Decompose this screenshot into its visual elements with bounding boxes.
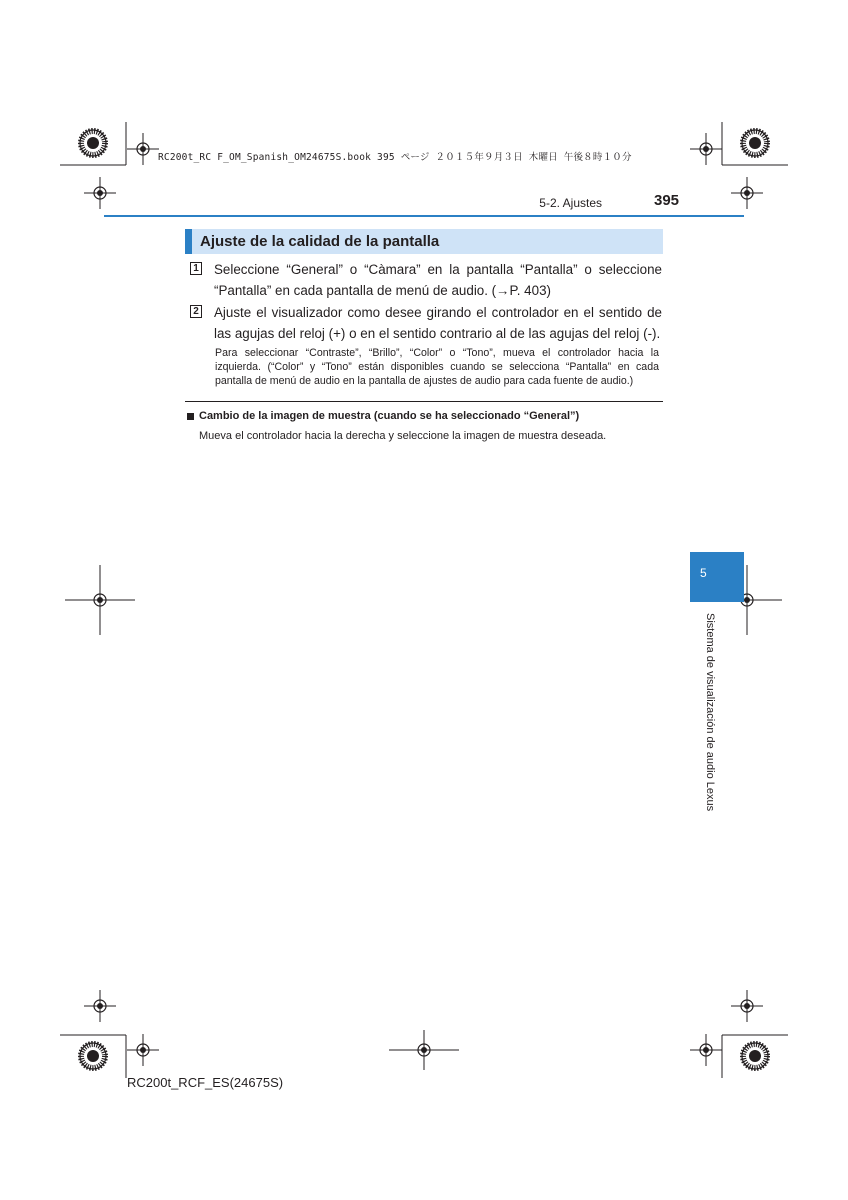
section-title-bar: [185, 229, 663, 254]
chapter-caption: Sistema de visualización de audio Lexus: [704, 613, 716, 812]
step-2: [190, 302, 662, 344]
print-info-line: RC200t_RC F_OM_Spanish_OM24675S.book 395 ページ ２０１５年９月３日 木曜日 午後８時１０分: [158, 152, 632, 163]
subsection-heading: [187, 410, 579, 422]
step-text-2: Ajuste el visualizador como desee girando el controlador en el sentido de las agujas del reloj (+) o en el sentido contrario al de las agujas del reloj (-).: [214, 305, 662, 341]
section-title: Ajuste de la calidad de la pantalla: [200, 233, 440, 250]
footer-code: RC200t_RCF_ES(24675S): [127, 1075, 284, 1090]
step-number-1: 1: [190, 262, 202, 275]
step-number-2: 2: [190, 305, 202, 318]
step-text-1: Seleccione “General” o “Càmara” en la pantalla “Pantalla” o seleccione “Pantalla” en cada pantalla de menú de audio. (→P. 403): [214, 262, 662, 298]
step-1: [190, 259, 662, 301]
note-text: Para seleccionar “Contraste”, “Brillo”, “Color” o “Tono”, mueva el controlador hacia la izquierda. (“Color” y “Tono” están disponibles cuando se selecciona “Pantalla” en cada pantalla de menú de audio en la pantalla de ajustes de audio para cada fuente de audio.): [215, 347, 659, 387]
chapter-tab-number: 5: [700, 566, 707, 580]
subsection-heading-text: Cambio de la imagen de muestra (cuando se ha seleccionado “General”): [199, 410, 580, 422]
subsection-text: Mueva el controlador hacia la derecha y seleccione la imagen de muestra deseada.: [199, 430, 607, 442]
header-rule: [104, 215, 744, 217]
section-label: 5-2. Ajustes: [539, 196, 602, 210]
bullet-square-icon: [187, 413, 194, 420]
chapter-tab: [690, 552, 744, 602]
divider: [185, 401, 663, 402]
page-number: 395: [654, 192, 680, 209]
